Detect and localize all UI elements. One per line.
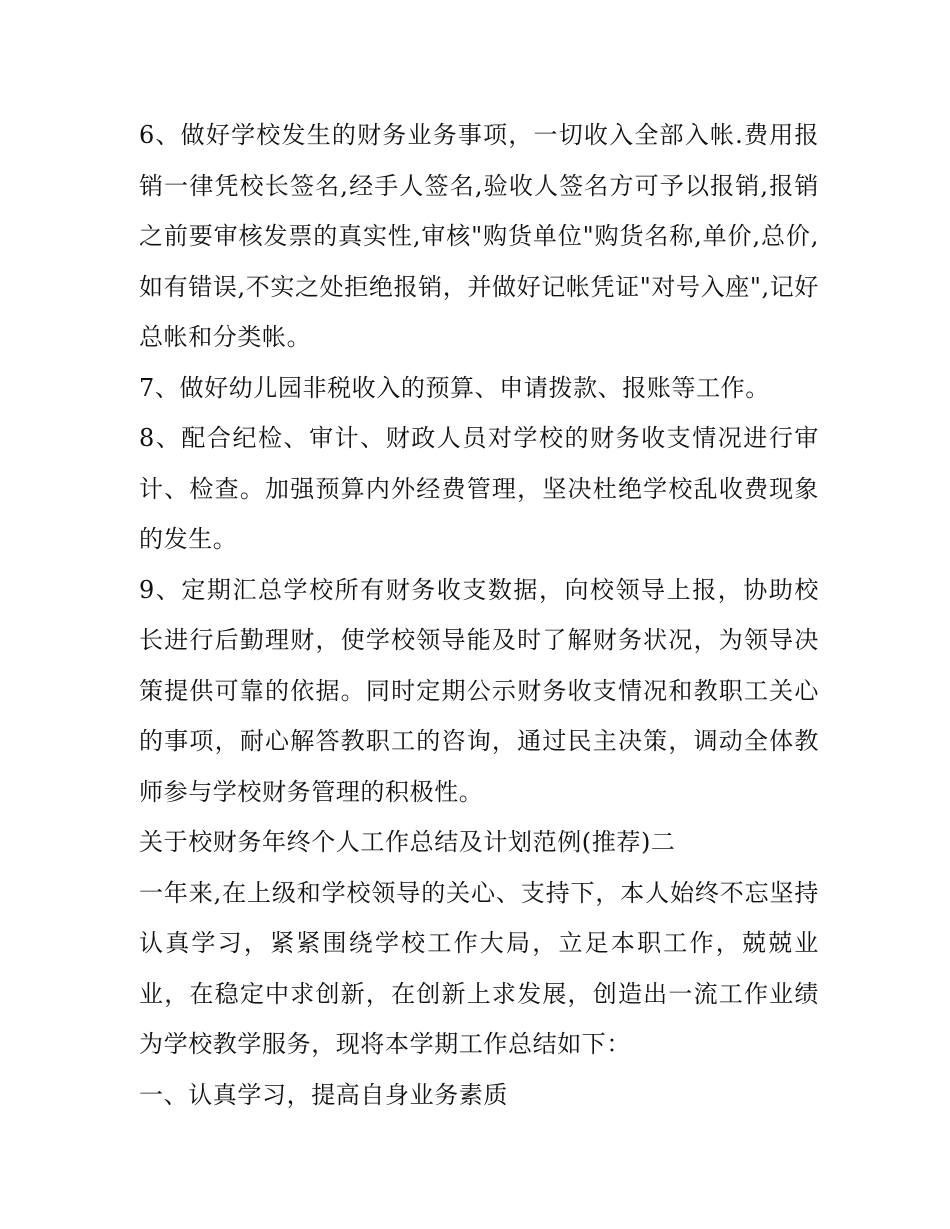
intro-paragraph: 一年来,在上级和学校领导的关心、支持下，本人始终不忘坚持认真学习，紧紧围绕学校工作大局，立足本职工作，兢兢业业，在稳定中求创新，在创新上求发展，创造出一流工作业绩为学校教学服务，现将本学期工作总结如下： <box>139 878 819 1058</box>
document-body <box>139 110 819 1120</box>
paragraph-item-8: 8、配合纪检、审计、财政人员对学校的财务收支情况进行审计、检查。加强预算内外经费管理，坚决杜绝学校乱收费现象的发生。 <box>139 424 819 553</box>
paragraph-item-6: 6、做好学校发生的财务业务事项，一切收入全部入帐.费用报销一律凭校长签名,经手人签名,验收人签名方可予以报销,报销之前要审核发票的真实性,审核"购货单位"购货名称,单价,总价,如有错误,不实之处拒绝报销，并做好记帐凭证"对号入座",记好总帐和分类帐。 <box>139 121 819 351</box>
section-heading: 一、认真学习，提高自身业务素质 <box>139 1080 508 1109</box>
section-title: 关于校财务年终个人工作总结及计划范例(推荐)二 <box>139 828 676 856</box>
paragraph-item-9: 9、定期汇总学校所有财务收支数据，向校领导上报，协助校长进行后勤理财，使学校领导能及时了解财务状况，为领导决策提供可靠的依据。同时定期公示财务收支情况和教职工关心的事项，耐心解答教职工的咨询，通过民主决策，调动全体教师参与学校财务管理的积极性。 <box>139 575 819 806</box>
paragraph-item-7: 7、做好幼儿园非税收入的预算、申请拨款、报账等工作。 <box>139 373 770 402</box>
